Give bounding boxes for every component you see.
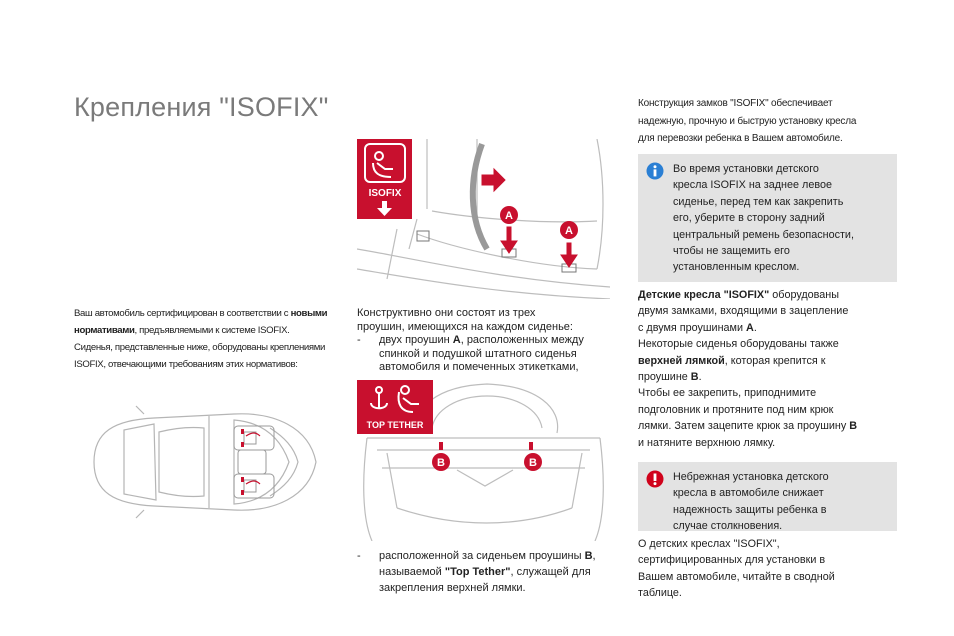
warning-line: кресла в автомобиле снижает: [673, 487, 824, 500]
top-tether-badge: [357, 380, 433, 434]
page-title: Крепления "ISOFIX": [74, 92, 329, 122]
bullet-dash: -: [357, 334, 361, 346]
certification-text: [74, 305, 349, 373]
info-line: установленным креслом.: [673, 261, 800, 274]
cert-line: Ваш автомобиль сертифицирован в соответствии с новыми: [74, 308, 328, 319]
warning-note: [638, 462, 897, 531]
isofix-anchor-illustration: [357, 139, 610, 299]
anchor-a-label: A: [565, 225, 573, 237]
bullet-anchor-b: - расположенной за сиденьем проушины B, называемой "Top Tether", служащей для закрепления верхней лямки.: [357, 550, 596, 594]
info-note: [638, 154, 897, 282]
warning-line: случае столкновения.: [673, 520, 783, 533]
intro-line: Конструктивно они состоят из трех: [357, 307, 536, 319]
info-line: его, уберите в сторону задний: [673, 212, 825, 225]
car-top-view-illustration: [84, 402, 324, 522]
warning-line: надежность защиты ребенка в: [673, 503, 827, 516]
isofix-seat-description: Детские кресла "ISOFIX" оборудованы двумя замками, входящими в зацепление с двумя проушинами A. Некоторые сиденья оборудованы также верхней лямкой, которая крепится к проушине B. Чтобы ее закрепить, приподнимите подголовник и протяните под ним крюк лямки. Затем зацепите крюк за проушину B и натяните верхнюю лямку.: [638, 289, 858, 449]
bullet-dash: -: [357, 550, 361, 562]
anchors-intro: [357, 307, 627, 375]
info-line: сиденье, перед тем как закрепить: [673, 195, 844, 208]
cert-line: ISOFIX, отвечающими требованиям этих нормативов:: [74, 359, 298, 370]
anchor-a-label: A: [505, 210, 513, 222]
cert-line: Сиденья, представленные ниже, оборудованы креплениями: [74, 342, 326, 353]
bullet-anchor-a: - двух проушин A, расположенных между спинкой и подушкой штатного сиденья автомобиля и помеченных этикетками,: [357, 334, 584, 373]
isofix-reference-text: О детских креслах "ISOFIX", сертифицированных для установки в Вашем автомобиле, читайте в сводной таблице.: [638, 538, 835, 600]
info-line: чтобы не защемить его: [673, 245, 790, 258]
anchor-b-label: B: [529, 457, 537, 469]
intro-line: проушин, имеющихся на каждом сиденье:: [357, 320, 573, 333]
info-line: центральный ремень безопасности,: [673, 228, 854, 241]
top-tether-illustration: [357, 378, 610, 541]
cert-line: нормативами, предъявляемыми к системе ISOFIX.: [74, 325, 290, 336]
anchor-b-label: B: [437, 457, 445, 469]
top-tether-badge-text: TOP TETHER: [366, 420, 424, 430]
isofix-badge-text: ISOFIX: [368, 188, 402, 199]
exclamation-icon: [646, 470, 664, 488]
isofix-intro: Конструкция замков "ISOFIX" обеспечивает надежную, прочную и быструю установку кресла для перевозки ребенка в Вашем автомобиле.: [638, 98, 857, 144]
info-icon: [646, 162, 664, 180]
info-line: Во время установки детского: [673, 163, 819, 175]
info-line: кресла ISOFIX на заднее левое: [673, 179, 832, 192]
warning-line: Небрежная установка детского: [673, 471, 829, 483]
isofix-badge: [357, 139, 412, 219]
